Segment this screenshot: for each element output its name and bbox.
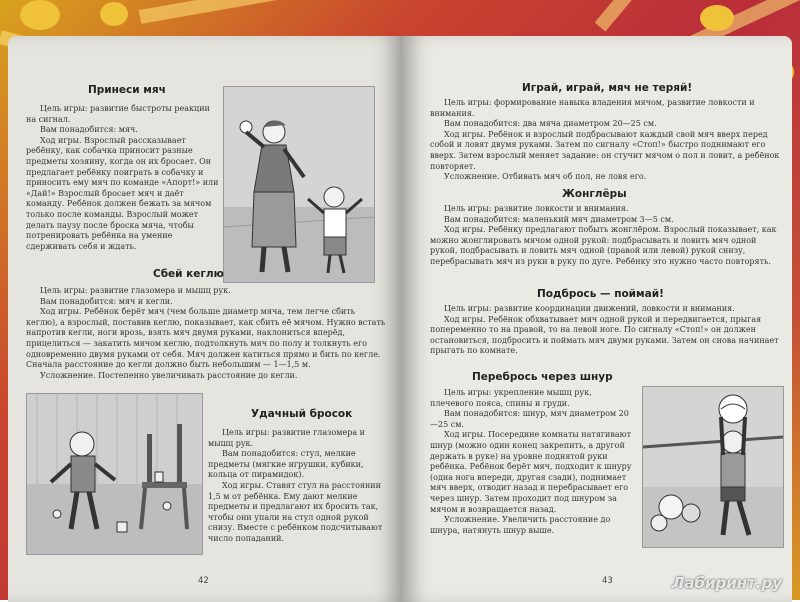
paragraph: Цель игры: развитие координации движений, ловкости и внимания. [444, 304, 735, 313]
section-text [430, 204, 780, 268]
paragraph: Ход игры. Ребёнку предлагают побыть жонглёром. Взрослый показывает, как можно жонглировать мячом одной рукой: подбрасывать и ловить мяч одной рукой, подбрасывать и ловить мяч одной (правой или левой) рукой снизу, перебрасывать мяч из руки в руку по дуге. Ребёнку это нужно часто повторять. [430, 225, 777, 266]
paragraph: Ход игры. Взрослый рассказывает ребёнку, как собачка приносит разные предметы хозяину, когда он их бросает. Он предлагает ребёнку поиграть в собачку и приносить ему мяч по команде «Апорт!» или «Дай!» Взрослый бросает мяч и даёт команду. Ребёнок должен бежать за мячом только после команды. Взрослый может делать паузу после броска мяча, чтобы потренировать ребёнка на умение сдерживать себя и ждать. [26, 135, 219, 251]
illustration-boy-rope [642, 386, 784, 548]
page-number: 43 [602, 576, 613, 586]
section-title: Сбей кеглю [153, 268, 224, 280]
paragraph: Вам понадобится: мяч. [40, 125, 138, 135]
open-book [8, 36, 792, 602]
section-title: Жонглёры [562, 188, 627, 200]
section-text [430, 388, 635, 536]
paragraph: Ход игры. Ребёнок и взрослый подбрасывают каждый свой мяч вверх перед собой и ловят двумя руками. Затем по сигналу «Стоп!» быстро поднимают его вверх. Затем взрослый меняет задание: он стучит мячом о пол и ловит, а ребёнок повторяет. [430, 129, 780, 171]
section-text [26, 104, 221, 252]
section-title: Подбрось — поймай! [537, 288, 664, 300]
paragraph: Ход игры. Ребёнок берёт мяч (чем больше диаметр мяча, тем легче сбить кеглю), а взрослый, поставив кеглю, показывает, как сбить её мячом. Нужно встать напротив кегли, ноги врозь, взять мяч двумя руками, наклониться вперёд, прицелиться — закатить мячом кеглю, подтолкнуть мяч по полу и толкнуть его одновременно двумя руками от себя. Мяч должен катиться прямо и бить по кегле. Сначала расстояние до кегли должно быть небольшим — 1—1,5 м. [26, 307, 386, 370]
paragraph: Вам понадобится: шнур, мяч диаметром 20—25 см. [430, 409, 629, 429]
paragraph: Цель игры: развитие глазомера и мышц рук. [208, 428, 366, 448]
section-title: Перебрось через шнур [472, 371, 613, 383]
paragraph: Вам понадобится: мяч и кегли. [40, 296, 173, 306]
paragraph: Цель игры: формирование навыка владения мячом, развитие ловкости и внимания. [430, 98, 755, 118]
left-page [8, 36, 402, 602]
page-number: 42 [198, 576, 209, 586]
section-text [430, 304, 780, 357]
section-text [430, 98, 780, 183]
illustration-boy-chair [26, 393, 203, 555]
paragraph: Цель игры: развитие быстроты реакции на сигнал. [26, 104, 210, 124]
paragraph: Усложнение. Отбивать мяч об пол, не ловя его. [444, 172, 647, 182]
paragraph: Ход игры. Ребёнок обхватывает мяч одной рукой и передвигается, прыгая попеременно то на правой, то на левой ноге. По сигналу «Стоп!» он должен остановиться, подбросить и поймать мяч двумя руками. Затем он снова начинает прыгать по комнате. [430, 314, 779, 356]
paragraph: Цель игры: развитие ловкости и внимания. [444, 204, 629, 213]
section-title: Играй, играй, мяч не теряй! [522, 82, 693, 94]
paragraph: Ход игры. Ставят стул на расстоянии 1,5 м от ребёнка. Ему дают мелкие предметы и предлагают их бросить так, чтобы они упали на стул одной рукой снизу. Вместе с ребёнком подсчитывают число попаданий. [208, 480, 383, 543]
illustration-adult-child-ball [223, 86, 375, 283]
paragraph: Вам понадобится: стул, мелкие предметы (мягкие игрушки, кубики, кольца от пирамидок). [208, 449, 364, 480]
right-page [402, 36, 792, 602]
paragraph: Цель игры: укрепление мышц рук, плечевого пояса, спины и груди. [430, 388, 592, 408]
paragraph: Ход игры. Посередине комнаты натягивают шнур (можно один конец закрепить, а другой держать в руке) на уровне поднятой руки ребёнка. Ребёнок берёт мяч, подходит к шнуру (одна нога впереди, другая сзади), поднимает мяч вверх, отводит назад и перебрасывает его через шнур. Затем проходит под шнуром за мячом и возвращается назад. [430, 430, 632, 514]
paragraph: Вам понадобится: два мяча диаметром 20—25 см. [444, 119, 657, 129]
paragraph: Цель игры: развитие глазомера и мышц рук. [40, 286, 231, 295]
paragraph: Усложнение. Увеличить расстояние до шнура, натянуть шнур выше. [430, 515, 611, 535]
section-text [208, 428, 386, 545]
watermark-logo: Лабиринт.ру [671, 574, 782, 592]
section-title: Удачный бросок [251, 408, 353, 420]
section-title: Принеси мяч [88, 84, 166, 96]
paragraph: Усложнение. Постепенно увеличивать расстояние до кегли. [40, 370, 298, 380]
paragraph: Вам понадобится: маленький мяч диаметром 3—5 см. [444, 214, 674, 224]
section-text [26, 286, 386, 381]
